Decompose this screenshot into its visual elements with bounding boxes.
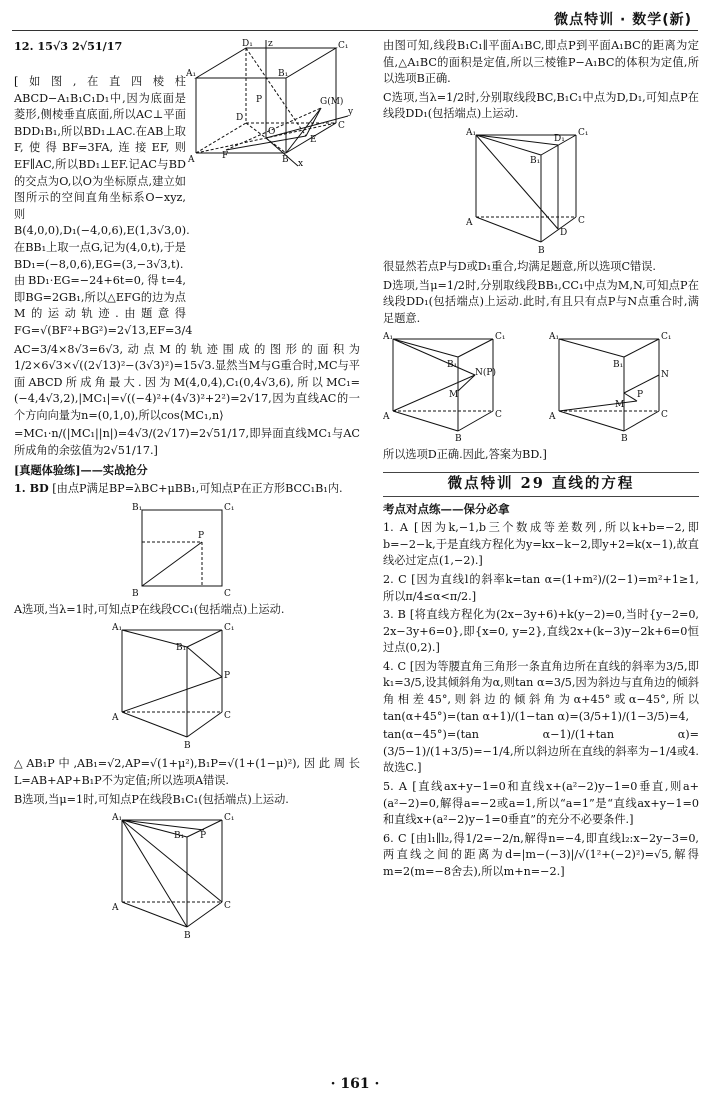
prism-figure-a [112, 622, 262, 752]
svg-text:F: F [222, 151, 229, 161]
svg-text:A₁: A₁ [549, 332, 560, 343]
svg-text:P: P [637, 390, 644, 401]
problem-12-text-3: =MC₁·n/(|MC₁||n|)=4√3/(2√17)=2√51/17,即异面直线MC₁与AC所成角的余弦值为2√51/17.] [14, 427, 360, 458]
svg-text:A₁: A₁ [383, 332, 394, 343]
svg-text:A: A [188, 155, 195, 165]
subsection-title: 考点对点练——保分必拿 [383, 501, 510, 516]
option-c-text: C选项,当λ=1/2时,分别取线段BC,B₁C₁中点为D,D₁,可知点P在线段DD₁(包括端点)上运动. [383, 90, 699, 121]
svg-text:C: C [578, 215, 585, 226]
svg-text:P: P [224, 671, 231, 682]
svg-text:N(P): N(P) [475, 368, 496, 379]
right-column [383, 38, 699, 883]
svg-text:C₁: C₁ [224, 502, 235, 513]
svg-text:C₁: C₁ [338, 41, 349, 51]
answer-6: 6. C [由l₁∥l₂,得1/2=−2/n,解得n=−4,即直线l₂:x−2y−3=0,两直线之间的距离为d=|m−(−3)|/√(1²+(−2)²)=√5,解得m=2(m=−8舍去),所以m+n=−2.] [383, 831, 699, 878]
svg-text:A: A [112, 713, 119, 724]
section-banner: 微点特训 29 直线的方程 [383, 472, 699, 497]
svg-text:B: B [538, 245, 545, 255]
svg-text:D₁: D₁ [554, 133, 565, 144]
svg-text:A: A [549, 412, 556, 423]
svg-text:N: N [661, 370, 669, 381]
svg-text:A₁: A₁ [186, 69, 197, 79]
svg-text:C: C [224, 901, 231, 912]
option-d-conclusion: 所以选项D正确.因此,答案为BD.] [383, 448, 547, 462]
option-a-text: A选项,当λ=1时,可知点P在线段CC₁(包括端点)上运动. [14, 602, 285, 616]
prism-figure-d2 [549, 331, 699, 443]
svg-text:C₁: C₁ [495, 332, 506, 343]
svg-text:y: y [348, 107, 354, 117]
svg-text:C₁: C₁ [578, 127, 589, 138]
svg-text:A₁: A₁ [112, 813, 123, 824]
prism-figure-b [112, 812, 262, 940]
answer-3: 3. B [将直线方程化为(2x−3y+6)+k(y−2)=0,当时{y−2=0, 2x−3y+6=0},即{x=0, y=2},直线2x+(k−3)y−2k+6=0恒过点(0,2).] [383, 608, 699, 655]
svg-text:D: D [560, 227, 568, 238]
svg-text:B₁: B₁ [132, 502, 143, 513]
q1-text [14, 480, 360, 498]
continuation-text: 由图可知,线段B₁C₁∥平面A₁BC,即点P到平面A₁BC的距离为定值,△A₁BC的面积是定值,所以三棱锥P−A₁BC的体积为定值,所以选项B正确. [383, 39, 699, 86]
svg-text:B₁: B₁ [176, 643, 187, 654]
svg-text:G(M): G(M) [320, 97, 344, 107]
svg-text:M: M [449, 390, 459, 401]
page-number: · 161 · [330, 1076, 380, 1092]
svg-text:B₁: B₁ [278, 69, 289, 79]
svg-text:M: M [615, 400, 625, 411]
svg-text:B: B [184, 931, 191, 941]
svg-text:B: B [455, 434, 462, 444]
svg-text:B: B [621, 434, 628, 444]
problem-12-text-1: [如图,在直四棱柱ABCD−A₁B₁C₁D₁中,因为底面是菱形,侧棱垂直底面,所以AC⊥平面BDD₁B₁,所以BD₁⊥AC.在AB上取F,使得BF=3FA,连接EF,则EF∥AC,所以BD₁⊥EF.记AC与BD的交点为O,以O为坐标原点,建立如图所示的空间直角坐标系O−xyz,则B(4,0,0),D₁(−4,0,6),E(1,3√3,0).在BB₁上取一点G,记为(4,0,t),于是BD₁=(−8,0,6),EG=(3,−3√3,t).由BD₁·EG=−24+6t=0,得t=4,即BG=2GB₁,所以△EFG的边为点M的运动轨迹.由题意得FG=√(BF²+BG²)=2√13,EF=3/4 [14, 75, 193, 337]
prism-figure [186, 38, 356, 168]
option-d-text: D选项,当μ=1/2时,分别取线段BB₁,CC₁中点为M,N,可知点P在线段DD₁(包括端点)上运动.此时,有且只有点P与N点重合时,满足题意. [383, 278, 699, 325]
problem-12-answer: 12. 15√3 2√51/17 [14, 39, 123, 53]
svg-text:x: x [298, 159, 304, 168]
svg-text:O: O [268, 127, 276, 137]
svg-text:B₁: B₁ [174, 831, 185, 842]
option-a-calc: △AB₁P中,AB₁=√2,AP=√(1+μ²),B₁P=√(1+(1−μ)²),因此周长L=AB+AP+B₁P不为定值;所以选项A错误. [14, 757, 360, 788]
left-column [14, 38, 360, 944]
option-b-text: B选项,当μ=1时,可知点P在线段B₁C₁(包括端点)上运动. [14, 792, 289, 806]
svg-text:B₁: B₁ [447, 360, 458, 371]
answer-5: 5. A [直线ax+y−1=0和直线x+(a²−2)y−1=0垂直,则a+(a²−2)=0,解得a=−2或a=1,所以“a=1”是“直线ax+y−1=0和直线x+(a²−2)y−1=0垂直”的充分不必要条件.] [383, 780, 699, 827]
svg-text:C₁: C₁ [224, 623, 235, 634]
answer-4: 4. C [因为等腰直角三角形一条直角边所在直线的斜率为3/5,即k₁=3/5,设其倾斜角为α,则tan α=3/5,因为斜边与直角边的倾斜角相差45°,则斜边的倾斜角为α+45°或α−45°,所以tan(α+45°)=(tan α+1)/(1−tan α)=(3/5+1)/(1−3/5)=4, [383, 659, 699, 723]
svg-text:C: C [495, 410, 502, 421]
svg-text:A₁: A₁ [112, 623, 123, 634]
svg-text:A: A [112, 903, 119, 914]
q1-statement: [由点P满足BP=λBC+μBB₁,可知点P在正方形BCC₁B₁内. [52, 482, 343, 496]
svg-text:D: D [236, 113, 244, 123]
svg-text:A: A [383, 412, 390, 423]
q1-answer: 1. BD [14, 481, 49, 496]
svg-text:C: C [224, 588, 231, 598]
svg-text:P: P [256, 95, 263, 105]
svg-text:B₁: B₁ [530, 155, 541, 166]
header-title: 微点特训 · 数学(新) [554, 12, 692, 28]
answer-2: 2. C [因为直线l的斜率k=tan α=(1+m²)/(2−1)=m²+1≥1,所以π/4≤α<π/2.] [383, 572, 699, 603]
svg-text:C₁: C₁ [661, 332, 672, 343]
svg-text:E: E [310, 135, 317, 145]
prism-figure-c [466, 127, 616, 255]
option-c-conclusion: 很显然若点P与D或D₁重合,均满足题意,所以选项C错误. [383, 259, 656, 273]
svg-text:B: B [282, 155, 289, 165]
answer-4-continued: tan(α−45°)=(tan α−1)/(1+tan α)=(3/5−1)/(1+3/5)=−1/4,所以斜边所在直线的斜率为−1/4或4.故选C.] [383, 728, 699, 775]
answer-1: 1. A [因为k,−1,b三个数成等差数列,所以k+b=−2,即b=−2−k,于是直线方程化为y=kx−k−2,即y+2=k(x−1),故直线必过定点(1,−2).] [383, 521, 699, 568]
svg-text:A: A [466, 217, 473, 228]
svg-text:C: C [224, 711, 231, 722]
prism-figure-d1 [383, 331, 523, 443]
svg-text:C: C [661, 410, 668, 421]
svg-text:D₁: D₁ [242, 39, 253, 49]
page-header [12, 8, 698, 31]
svg-text:B: B [184, 741, 191, 752]
svg-text:C₁: C₁ [224, 813, 235, 824]
svg-text:z: z [268, 39, 273, 49]
svg-text:B₁: B₁ [613, 360, 624, 371]
svg-text:C: C [338, 121, 345, 131]
svg-text:P: P [198, 530, 205, 541]
svg-text:B: B [132, 588, 139, 598]
svg-text:P: P [200, 831, 207, 842]
square-figure [132, 502, 242, 598]
svg-text:A₁: A₁ [466, 127, 477, 138]
section-title: [真题体验练]——实战抢分 [14, 462, 148, 477]
figures-d [383, 331, 699, 443]
problem-12-text-2: AC=3/4×8√3=6√3,动点M的轨迹围成的图形的面积为1/2×6√3×√((2√13)²−(3√3)²)=15√3.显然当M与G重合时,MC与平面ABCD所成角最大.因为M(4,0,4),C₁(0,4√3,6),所以MC₁=(−4,4√3,2),|MC₁|=√((−4)²+(4√3)²+2²)=2√17,因为直线AC的一个方向向量为n=(0,1,0),所以cos⟨MC₁,n⟩ [14, 342, 360, 422]
